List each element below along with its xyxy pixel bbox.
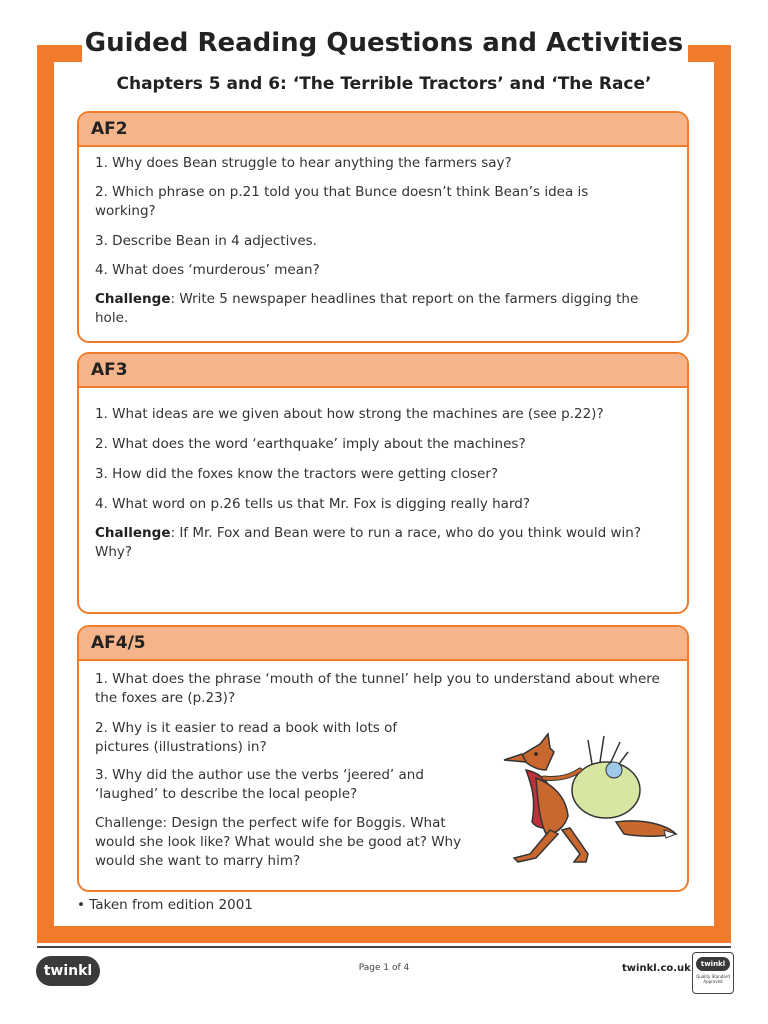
badge-text: Quality Standard Approved	[696, 974, 730, 984]
section-heading: AF2	[79, 113, 687, 147]
fox-head-icon	[520, 734, 554, 770]
site-link[interactable]: twinkl.co.uk	[622, 963, 691, 974]
page-title: Guided Reading Questions and Activities	[84, 28, 684, 58]
question: 1. What ideas are we given about how strong the machines are (see p.22)?	[95, 406, 604, 422]
page-number: Page 1 of 4	[358, 963, 410, 973]
challenge-text: : Write 5 newspaper headlines that report on the farmers digging the hole.	[95, 291, 639, 326]
question: 2. What does the word ‘earthquake’ imply about the machines?	[95, 436, 526, 452]
question: 4. What does ‘murderous’ mean?	[95, 262, 320, 278]
quality-badge	[692, 952, 734, 994]
question: 1. What does the phrase ‘mouth of the tunnel’ help you to understand about where the foxes are (p.23)?	[95, 671, 660, 706]
section-heading: AF4/5	[79, 627, 687, 661]
page-subtitle: Chapters 5 and 6: ‘The Terrible Tractors’ and ‘The Race’	[116, 74, 652, 94]
section-af3	[77, 352, 689, 614]
edition-note: • Taken from edition 2001	[77, 897, 253, 913]
question: 1. Why does Bean struggle to hear anything the farmers say?	[95, 155, 512, 171]
section-af2	[77, 111, 689, 343]
twinkl-logo[interactable]: twinkl	[36, 956, 100, 986]
question: 2. Which phrase on p.21 told you that Bunce doesn’t think Bean’s idea is working?	[95, 184, 589, 219]
fox-illustration	[496, 730, 680, 870]
challenge	[95, 524, 670, 562]
question: 3. Why did the author use the verbs ‘jeered’ and ‘laughed’ to describe the local people?	[95, 767, 424, 802]
question: 4. What word on p.26 tells us that Mr. Fox is digging really hard?	[95, 496, 530, 512]
challenge-text: : If Mr. Fox and Bean were to run a race, who do you think would win? Why?	[95, 525, 641, 560]
footer-divider	[37, 946, 731, 948]
question: 3. How did the foxes know the tractors were getting closer?	[95, 466, 499, 482]
challenge	[95, 290, 665, 328]
badge-logo: twinkl	[696, 957, 730, 971]
question: 2. Why is it easier to read a book with lots of pictures (illustrations) in?	[95, 720, 398, 755]
challenge: Challenge: Design the perfect wife for Boggis. What would she look like? What would she be good at? Why would she want to marry him?	[95, 815, 462, 869]
challenge-label: Challenge	[95, 291, 171, 307]
challenge-label: Challenge	[95, 525, 171, 541]
section-heading: AF3	[79, 354, 687, 388]
question: 3. Describe Bean in 4 adjectives.	[95, 233, 317, 249]
